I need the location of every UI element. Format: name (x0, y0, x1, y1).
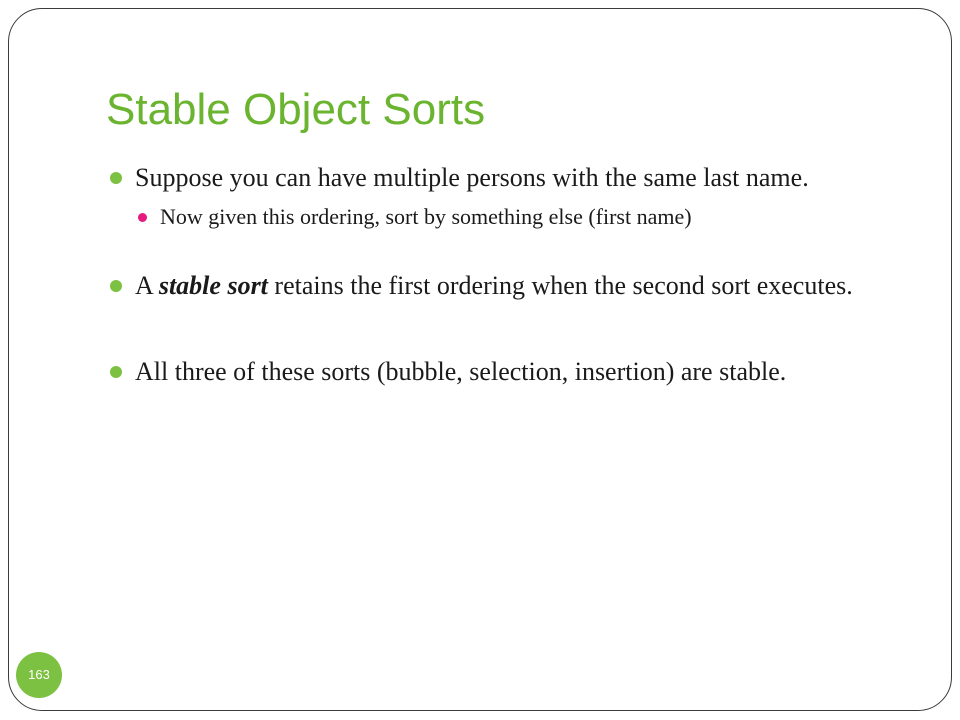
slide-content (110, 160, 880, 390)
bullet-text-2-prefix: A (135, 271, 159, 300)
bullet-dot-icon (110, 366, 122, 378)
bullet-dot-icon (110, 280, 122, 292)
bullet-item-3 (110, 354, 880, 390)
sub-bullet-dot-icon (138, 213, 147, 222)
sub-bullet-item-1 (138, 202, 880, 232)
bullet-dot-icon (110, 172, 122, 184)
sub-bullet-text-1: Now given this ordering, sort by something else (first name) (160, 204, 692, 229)
page-number-badge: 163 (16, 652, 62, 698)
bullet-item-2 (110, 268, 880, 304)
bullet-text-1: Suppose you can have multiple persons with the same last name. (135, 163, 809, 192)
bullet-text-3: All three of these sorts (bubble, selection, insertion) are stable. (135, 357, 787, 386)
slide-title: Stable Object Sorts (106, 85, 486, 134)
bullet-text-2-emphasis: stable sort (158, 271, 268, 300)
bullet-item-1 (110, 160, 880, 196)
bullet-text-2-suffix: retains the first ordering when the second sort executes. (267, 271, 853, 300)
